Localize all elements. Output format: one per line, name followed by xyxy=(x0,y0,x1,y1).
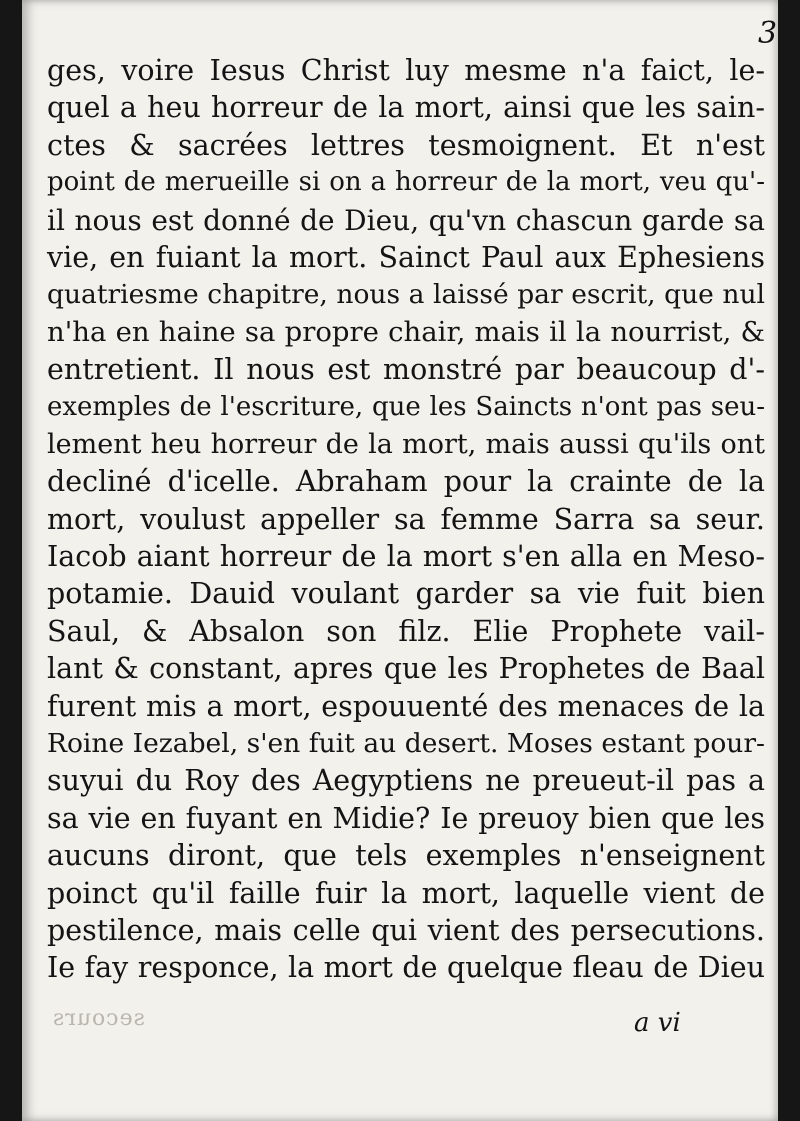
text-line: Iacob aiant horreur de la mort s'en alla en Meso- xyxy=(47,540,765,574)
text-line: ctes & sacrées lettres tesmoignent. Et n'est xyxy=(47,128,765,162)
text-line: il nous est donné de Dieu, qu'vn chascun garde sa xyxy=(47,203,765,237)
text-line: quel a heu horreur de la mort, ainsi que les sain- xyxy=(47,91,765,125)
text-line: potamie. Dauid voulant garder sa vie fuit bien xyxy=(47,577,765,611)
text-line: ges, voire Iesus Christ luy mesme n'a faict, le- xyxy=(47,54,765,87)
text-line: aucuns diront, que tels exemples n'enseignent xyxy=(47,839,765,873)
show-through-text: secours xyxy=(52,1006,145,1031)
text-line: vie, en fuiant la mort. Sainct Paul aux Ephesiens xyxy=(47,240,765,274)
text-line: lement heu horreur de la mort, mais aussi qu'ils ont xyxy=(47,428,765,460)
text-line: mort, voulust appeller sa femme Sarra sa seur. xyxy=(47,502,765,536)
text-line: point de merueille si on a horreur de la mort, veu qu'- xyxy=(47,167,765,198)
text-line: sa vie en fuyant en Midie? Ie preuoy bien que les xyxy=(47,801,765,835)
text-line: decliné d'icelle. Abraham pour la crainte de la xyxy=(47,465,765,499)
body-text xyxy=(47,52,765,987)
text-line: Roine Iezabel, s'en fuit au desert. Moses estant pour- xyxy=(47,728,765,760)
text-line: Saul, & Absalon son filz. Elie Prophete vail- xyxy=(47,614,765,648)
text-line: n'ha en haine sa propre chair, mais il la nourrist, & xyxy=(47,315,765,348)
text-line: quatriesme chapitre, nous a laissé par escrit, que nul xyxy=(47,279,765,311)
signature-mark: a vi xyxy=(634,1008,681,1038)
book-page xyxy=(22,0,778,1121)
text-line: suyui du Roy des Aegyptiens ne preueut-il pas a xyxy=(47,764,765,798)
text-line: furent mis a mort, espouuenté des menaces de la xyxy=(47,689,765,723)
text-line: poinct qu'il faille fuir la mort, laquelle vient de xyxy=(47,876,765,910)
text-line: pestilence, mais celle qui vient des persecutions. xyxy=(47,913,765,947)
text-line: entretient. Il nous est monstré par beaucoup d'- xyxy=(47,353,765,387)
page-number: 3 xyxy=(758,16,778,51)
text-line: Ie fay responce, la mort de quelque fleau de Dieu xyxy=(47,951,765,985)
text-line: lant & constant, apres que les Prophetes de Baal xyxy=(47,652,765,686)
text-line: exemples de l'escriture, que les Saincts n'ont pas seu- xyxy=(47,391,765,422)
